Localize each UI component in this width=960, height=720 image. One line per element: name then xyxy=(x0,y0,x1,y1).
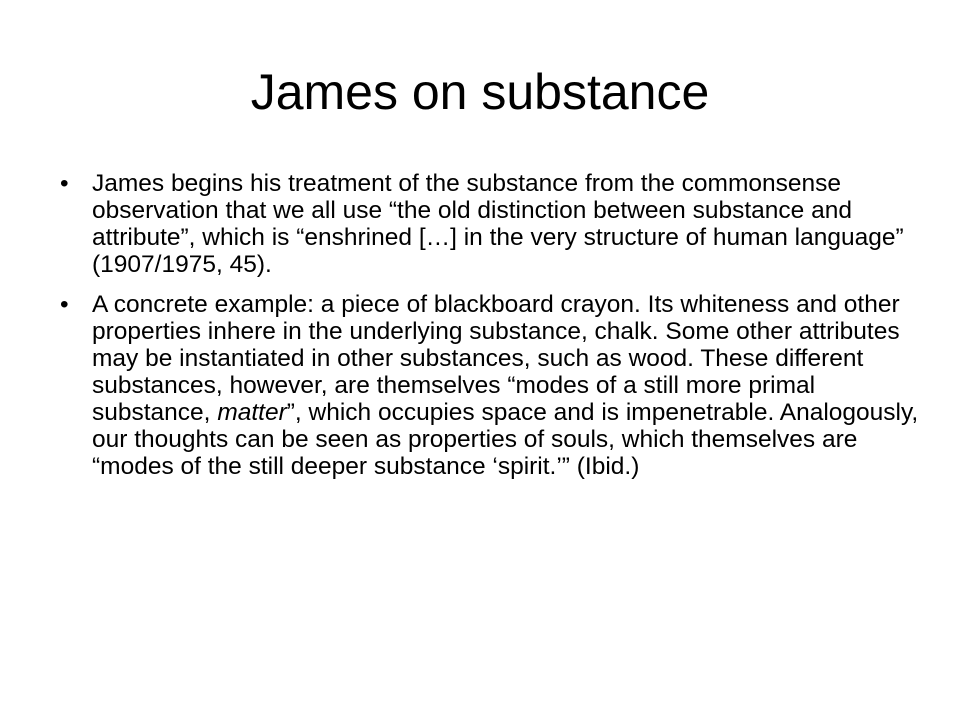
bullet-item xyxy=(60,291,920,480)
bullet-text-segment: ”, which occupies space and is impenetrable. Analogously, our thoughts can be seen as properties of souls, which themselves are “modes of the still deeper substance ‘spirit.’” (Ibid.) xyxy=(92,399,919,480)
bullet-text xyxy=(92,291,920,480)
bullet-list xyxy=(60,170,920,493)
bullet-item xyxy=(60,170,920,278)
bullet-symbol: • xyxy=(60,170,69,197)
bullet-symbol: • xyxy=(60,291,69,318)
slide-title: James on substance xyxy=(250,64,710,120)
bullet-text-segment: A concrete example: a piece of blackboard crayon. Its whiteness and other properties inhere in the underlying substance, chalk. Some other attributes may be instantiated in other substances, such as wood. These different substances, however, are themselves “modes of a still more primal substance, xyxy=(92,291,900,426)
bullet-text xyxy=(92,170,920,278)
bullet-text-emphasis: matter xyxy=(217,399,287,426)
bullet-text-segment: James begins his treatment of the substance from the commonsense observation that we all use “the old distinction between substance and attribute”, which is “enshrined […] in the very structure of human language” (1907/1975, 45). xyxy=(92,170,904,278)
